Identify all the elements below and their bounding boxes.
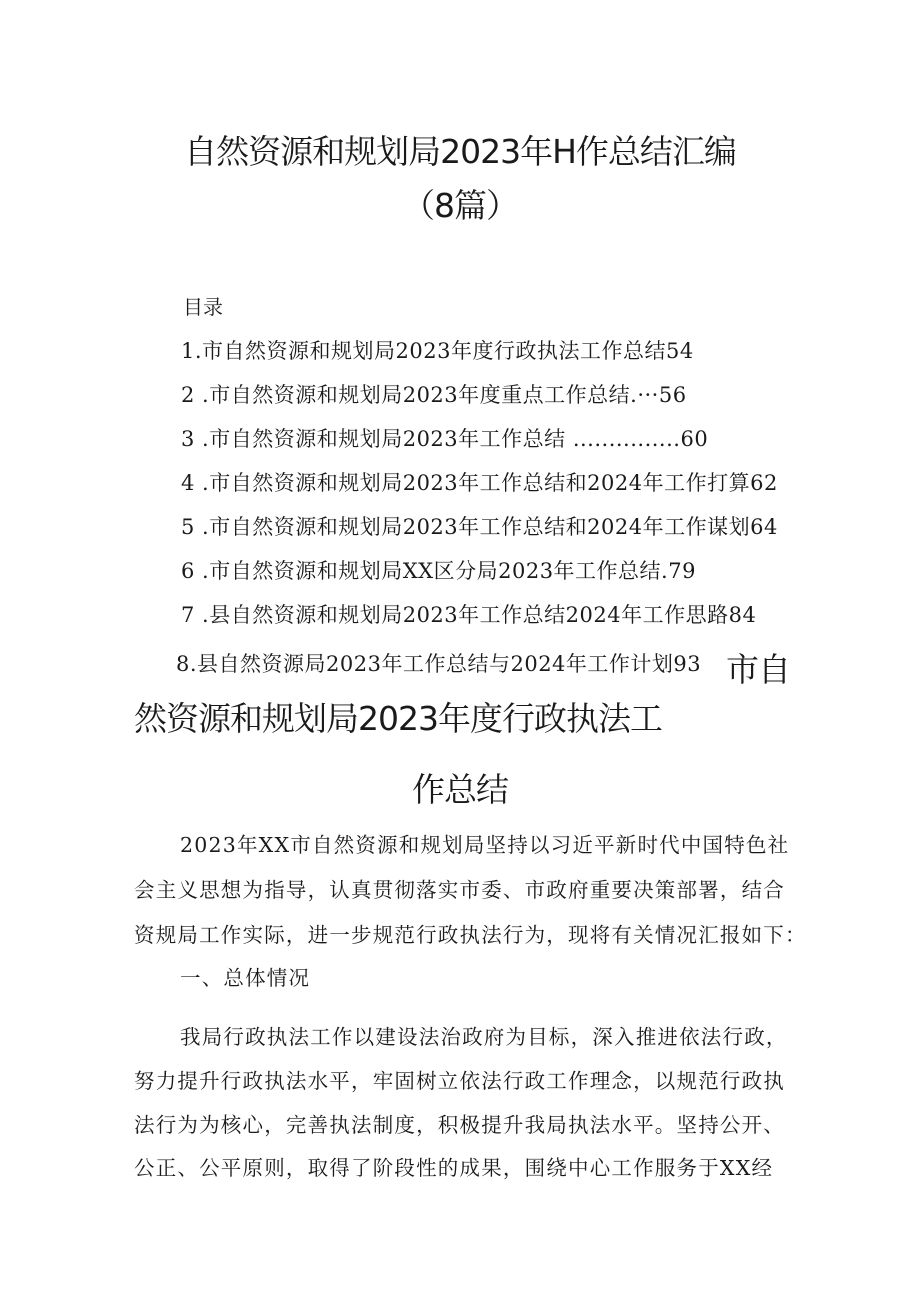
toc-item: 8.县自然资源局2023年工作总结与2024年工作计划93 [176, 652, 702, 676]
toc-item: 4 .市自然资源和规划局2023年工作总结和2024年工作打算62 [181, 471, 778, 495]
toc-item: 5 .市自然资源和规划局2023年工作总结和2024年工作谋划64 [181, 515, 778, 539]
paragraph-line: 会主义思想为指导，认真贯彻落实市委、市政府重要决策部署，结合 [134, 878, 785, 902]
toc-heading: 目录 [183, 295, 223, 319]
section-title-line: 然资源和规划局2023年度行政执法工 [134, 699, 662, 738]
document-subtitle: （8篇） [402, 186, 518, 225]
document-title: 自然资源和规划局2023年H作总结汇编 [184, 132, 736, 171]
paragraph-line: 2023年XX市自然资源和规划局坚持以习近平新时代中国特色社 [180, 833, 790, 857]
paragraph-line: 努力提升行政执法水平，牢固树立依法行政工作理念，以规范行政执 [134, 1069, 785, 1093]
section-title-end: 作总结 [412, 770, 508, 809]
paragraph-line: 我局行政执法工作以建设法治政府为目标，深入推进依法行政， [180, 1025, 788, 1049]
paragraph-line: 公正、公平原则，取得了阶段性的成果，围绕中心工作服务于XX经 [134, 1156, 774, 1180]
paragraph-line: 资规局工作实际，进一步规范行政执法行为，现将有关情况汇报如下： [134, 923, 807, 947]
section-heading: 一、总体情况 [180, 966, 311, 990]
toc-item: 2 .市自然资源和规划局2023年度重点工作总结.···56 [181, 383, 687, 407]
toc-item: 3 .市自然资源和规划局2023年工作总结 ...............60 [181, 427, 709, 451]
toc-item: 7 .县自然资源和规划局2023年工作总结2024年工作思路84 [181, 603, 757, 627]
toc-item: 1.市自然资源和规划局2023年度行政执法工作总结54 [181, 339, 694, 363]
toc-item: 6 .市自然资源和规划局XX区分局2023年工作总结.79 [181, 559, 696, 583]
section-title-start: 市自 [726, 650, 790, 689]
paragraph-line: 法行为为核心，完善执法制度，积极提升我局执法水平。坚持公开、 [134, 1113, 785, 1137]
